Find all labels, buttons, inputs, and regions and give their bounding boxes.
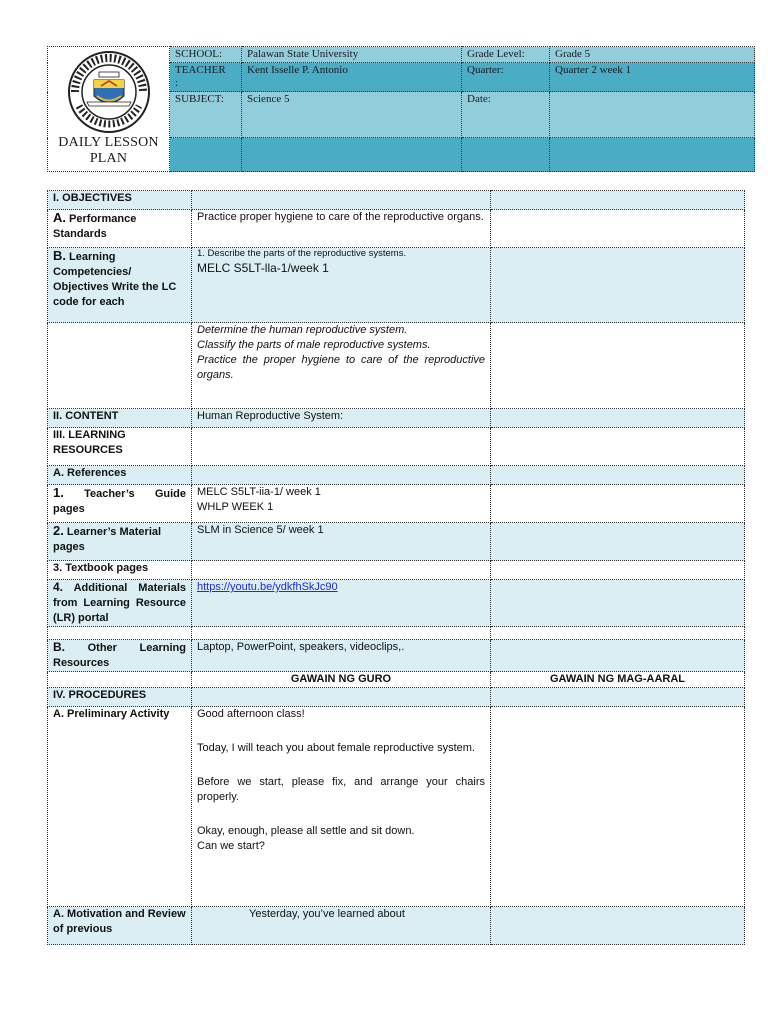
lesson-plan-table <box>47 190 745 945</box>
table-row <box>48 409 745 428</box>
date-label: Date: <box>462 92 550 138</box>
textbook-pages-label: 3. Textbook pages <box>48 561 192 580</box>
table-row <box>48 707 745 907</box>
table-row <box>48 907 745 945</box>
quarter-value: Quarter 2 week 1 <box>550 63 755 92</box>
table-row <box>48 191 745 210</box>
table-row <box>48 523 745 561</box>
table-row <box>48 323 745 409</box>
additional-materials-value <box>192 580 491 627</box>
references-label: A. References <box>48 466 192 485</box>
grade-level-value: Grade 5 <box>550 47 755 63</box>
table-row <box>48 248 745 323</box>
content-heading: II. CONTENT <box>48 409 192 428</box>
table-row <box>48 428 745 466</box>
university-seal-logo <box>59 50 159 134</box>
table-row <box>48 640 745 672</box>
header-blank-cell <box>462 138 550 172</box>
table-row <box>48 561 745 580</box>
table-row <box>48 485 745 523</box>
learners-material-label: 2. Learner’s Material pages <box>48 523 192 561</box>
content-value: Human Reproductive System: <box>192 409 491 428</box>
learning-resources-heading: III. LEARNING RESOURCES <box>48 428 192 466</box>
specific-objectives: Determine the human reproductive system. Classify the parts of male reproductive systems. Practice the proper hygiene to care of the reproductive organs. <box>192 323 491 409</box>
preliminary-activity-script: Good afternoon class! Today, I will teach you about female reproductive system. Before we start, please fix, and arrange your chairs properly. Okay, enough, please all settle and sit down. Can we start? <box>192 707 491 907</box>
header-blank-cell <box>242 138 462 172</box>
table-row <box>48 466 745 485</box>
school-value: Palawan State University <box>242 47 462 63</box>
subject-label: SUBJECT: <box>170 92 242 138</box>
date-value <box>550 92 755 138</box>
performance-standards-value: Practice proper hygiene to care of the reproductive organs. <box>192 210 491 248</box>
column-header-teacher: GAWAIN NG GURO <box>192 672 491 688</box>
table-row <box>48 627 745 640</box>
other-resources-value: Laptop, PowerPoint, speakers, videoclips,. <box>192 640 491 672</box>
lesson-header-table <box>47 46 755 172</box>
motivation-label: A. Motivation and Review of previous <box>48 907 192 945</box>
document-title: DAILY LESSON PLAN <box>58 135 159 166</box>
teacher-label: TEACHER : <box>170 63 242 92</box>
performance-standards-label: A. Performance Standards <box>48 210 192 248</box>
table-row <box>48 688 745 707</box>
header-blank-cell <box>170 138 242 172</box>
additional-materials-label: 4. Additional Materials from Learning Resource (LR) portal <box>48 580 192 627</box>
grade-level-label: Grade Level: <box>462 47 550 63</box>
table-row <box>48 672 745 688</box>
subject-value: Science 5 <box>242 92 462 138</box>
learning-competencies-label: B. Learning Competencies/ Objectives Write the LC code for each <box>48 248 192 323</box>
teacher-value: Kent Isselle P. Antonio <box>242 63 462 92</box>
table-row <box>48 580 745 627</box>
teachers-guide-value: MELC S5LT-iia-1/ week 1 WHLP WEEK 1 <box>192 485 491 523</box>
table-row <box>48 210 745 248</box>
other-resources-label: B. Other Learning Resources <box>48 640 192 672</box>
objectives-heading: I. OBJECTIVES <box>48 191 192 210</box>
learning-competencies-value: 1. Describe the parts of the reproductive systems. MELC S5LT-lla-1/week 1 <box>192 248 491 323</box>
motivation-text: Yesterday, you’ve learned about <box>192 907 491 945</box>
logo-cell <box>48 47 170 172</box>
textbook-pages-value <box>192 561 491 580</box>
youtube-video-link[interactable]: https://youtu.be/ydkfhSkJc90 <box>197 581 338 593</box>
learners-material-value: SLM in Science 5/ week 1 <box>192 523 491 561</box>
header-blank-cell <box>550 138 755 172</box>
procedures-heading: IV. PROCEDURES <box>48 688 192 707</box>
preliminary-activity-label: A. Preliminary Activity <box>48 707 192 907</box>
school-label: SCHOOL: <box>170 47 242 63</box>
teachers-guide-label: 1. Teacher’s Guide pages <box>48 485 192 523</box>
column-header-learner: GAWAIN NG MAG-AARAL <box>491 672 745 688</box>
quarter-label: Quarter: <box>462 63 550 92</box>
